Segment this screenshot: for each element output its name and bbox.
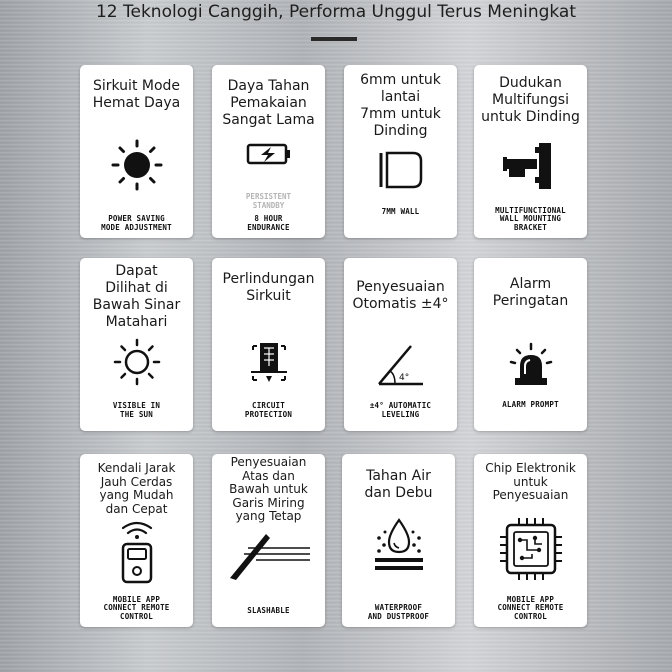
feature-caption: WATERPROOF AND DUSTPROOF — [367, 603, 430, 621]
battery-icon — [233, 133, 305, 173]
feature-title: Kendali Jarak Jauh Cerdas yang Mudah dan Cepat — [97, 461, 176, 516]
feature-title: Penyesuaian Otomatis ±4° — [352, 279, 449, 312]
feature-title: Alarm Peringatan — [492, 276, 569, 309]
slash-lines-icon — [226, 524, 312, 586]
feature-caption: MULTIFUNCTIONAL WALL MOUNTING BRACKET — [495, 205, 566, 232]
circuit-protection-icon — [233, 338, 305, 398]
waterdrop-icon — [363, 516, 435, 576]
feature-card-auto-leveling — [344, 258, 457, 431]
feature-card-wall-gap — [344, 65, 457, 238]
feature-card-alarm — [474, 258, 587, 431]
feature-card-electronic-chip — [474, 454, 587, 627]
feature-card-slashable — [212, 454, 325, 627]
feature-caption: POWER SAVING MODE ADJUSTMENT — [101, 214, 172, 232]
feature-card-endurance — [212, 65, 325, 238]
feature-caption: MOBILE APP CONNECT REMOTE CONTROL — [103, 594, 170, 621]
chip-icon — [495, 516, 567, 582]
feature-title: Sirkuit Mode Hemat Daya — [92, 78, 181, 111]
feature-caption: 8 HOUR ENDURANCE — [247, 214, 290, 232]
feature-card-waterproof — [342, 454, 455, 627]
sun-icon — [101, 135, 173, 195]
feature-subcaption: PERSISTENT STANDBY — [245, 192, 292, 210]
feature-card-visible-in-sun — [80, 258, 193, 431]
wall-bracket-icon — [495, 139, 567, 199]
feature-title: Perlindungan Sirkuit — [222, 271, 315, 304]
feature-title: Dapat Dilihat di Bawah Sinar Matahari — [92, 263, 181, 330]
alarm-light-icon — [495, 340, 567, 400]
feature-caption: ±4° AUTOMATIC LEVELING — [369, 401, 432, 419]
feature-caption: VISIBLE IN THE SUN — [112, 401, 161, 419]
feature-title: Chip Elektronik untuk Penyesuaian — [485, 461, 576, 502]
feature-card-remote-control — [80, 454, 193, 627]
feature-title: Penyesuaian Atas dan Bawah untuk Garis Miring yang Tetap — [229, 455, 308, 523]
feature-card-power-saving — [80, 65, 193, 238]
feature-title: Tahan Air dan Debu — [364, 468, 433, 501]
page-headline: 12 Teknologi Canggih, Performa Unggul Terus Meningkat — [95, 2, 577, 22]
feature-card-wall-bracket — [474, 65, 587, 238]
remote-wifi-icon — [101, 518, 173, 586]
feature-title: 6mm untuk lantai 7mm untuk Dinding — [360, 72, 441, 139]
feature-caption: ALARM PROMPT — [502, 399, 559, 409]
feature-caption: 7MM WALL — [381, 206, 420, 216]
angle-icon — [365, 340, 437, 400]
wall-gap-icon — [365, 145, 437, 205]
feature-title: Dudukan Multifungsi untuk Dinding — [481, 75, 580, 125]
sun-outline-icon — [101, 334, 173, 394]
headline-underline — [311, 37, 357, 41]
feature-caption: CIRCUIT PROTECTION — [244, 401, 293, 419]
feature-caption: SLASHABLE — [247, 605, 290, 615]
feature-caption: MOBILE APP CONNECT REMOTE CONTROL — [497, 594, 564, 621]
feature-card-circuit-protection — [212, 258, 325, 431]
angle-label: 4° — [399, 373, 410, 383]
feature-title: Daya Tahan Pemakaian Sangat Lama — [222, 78, 315, 128]
